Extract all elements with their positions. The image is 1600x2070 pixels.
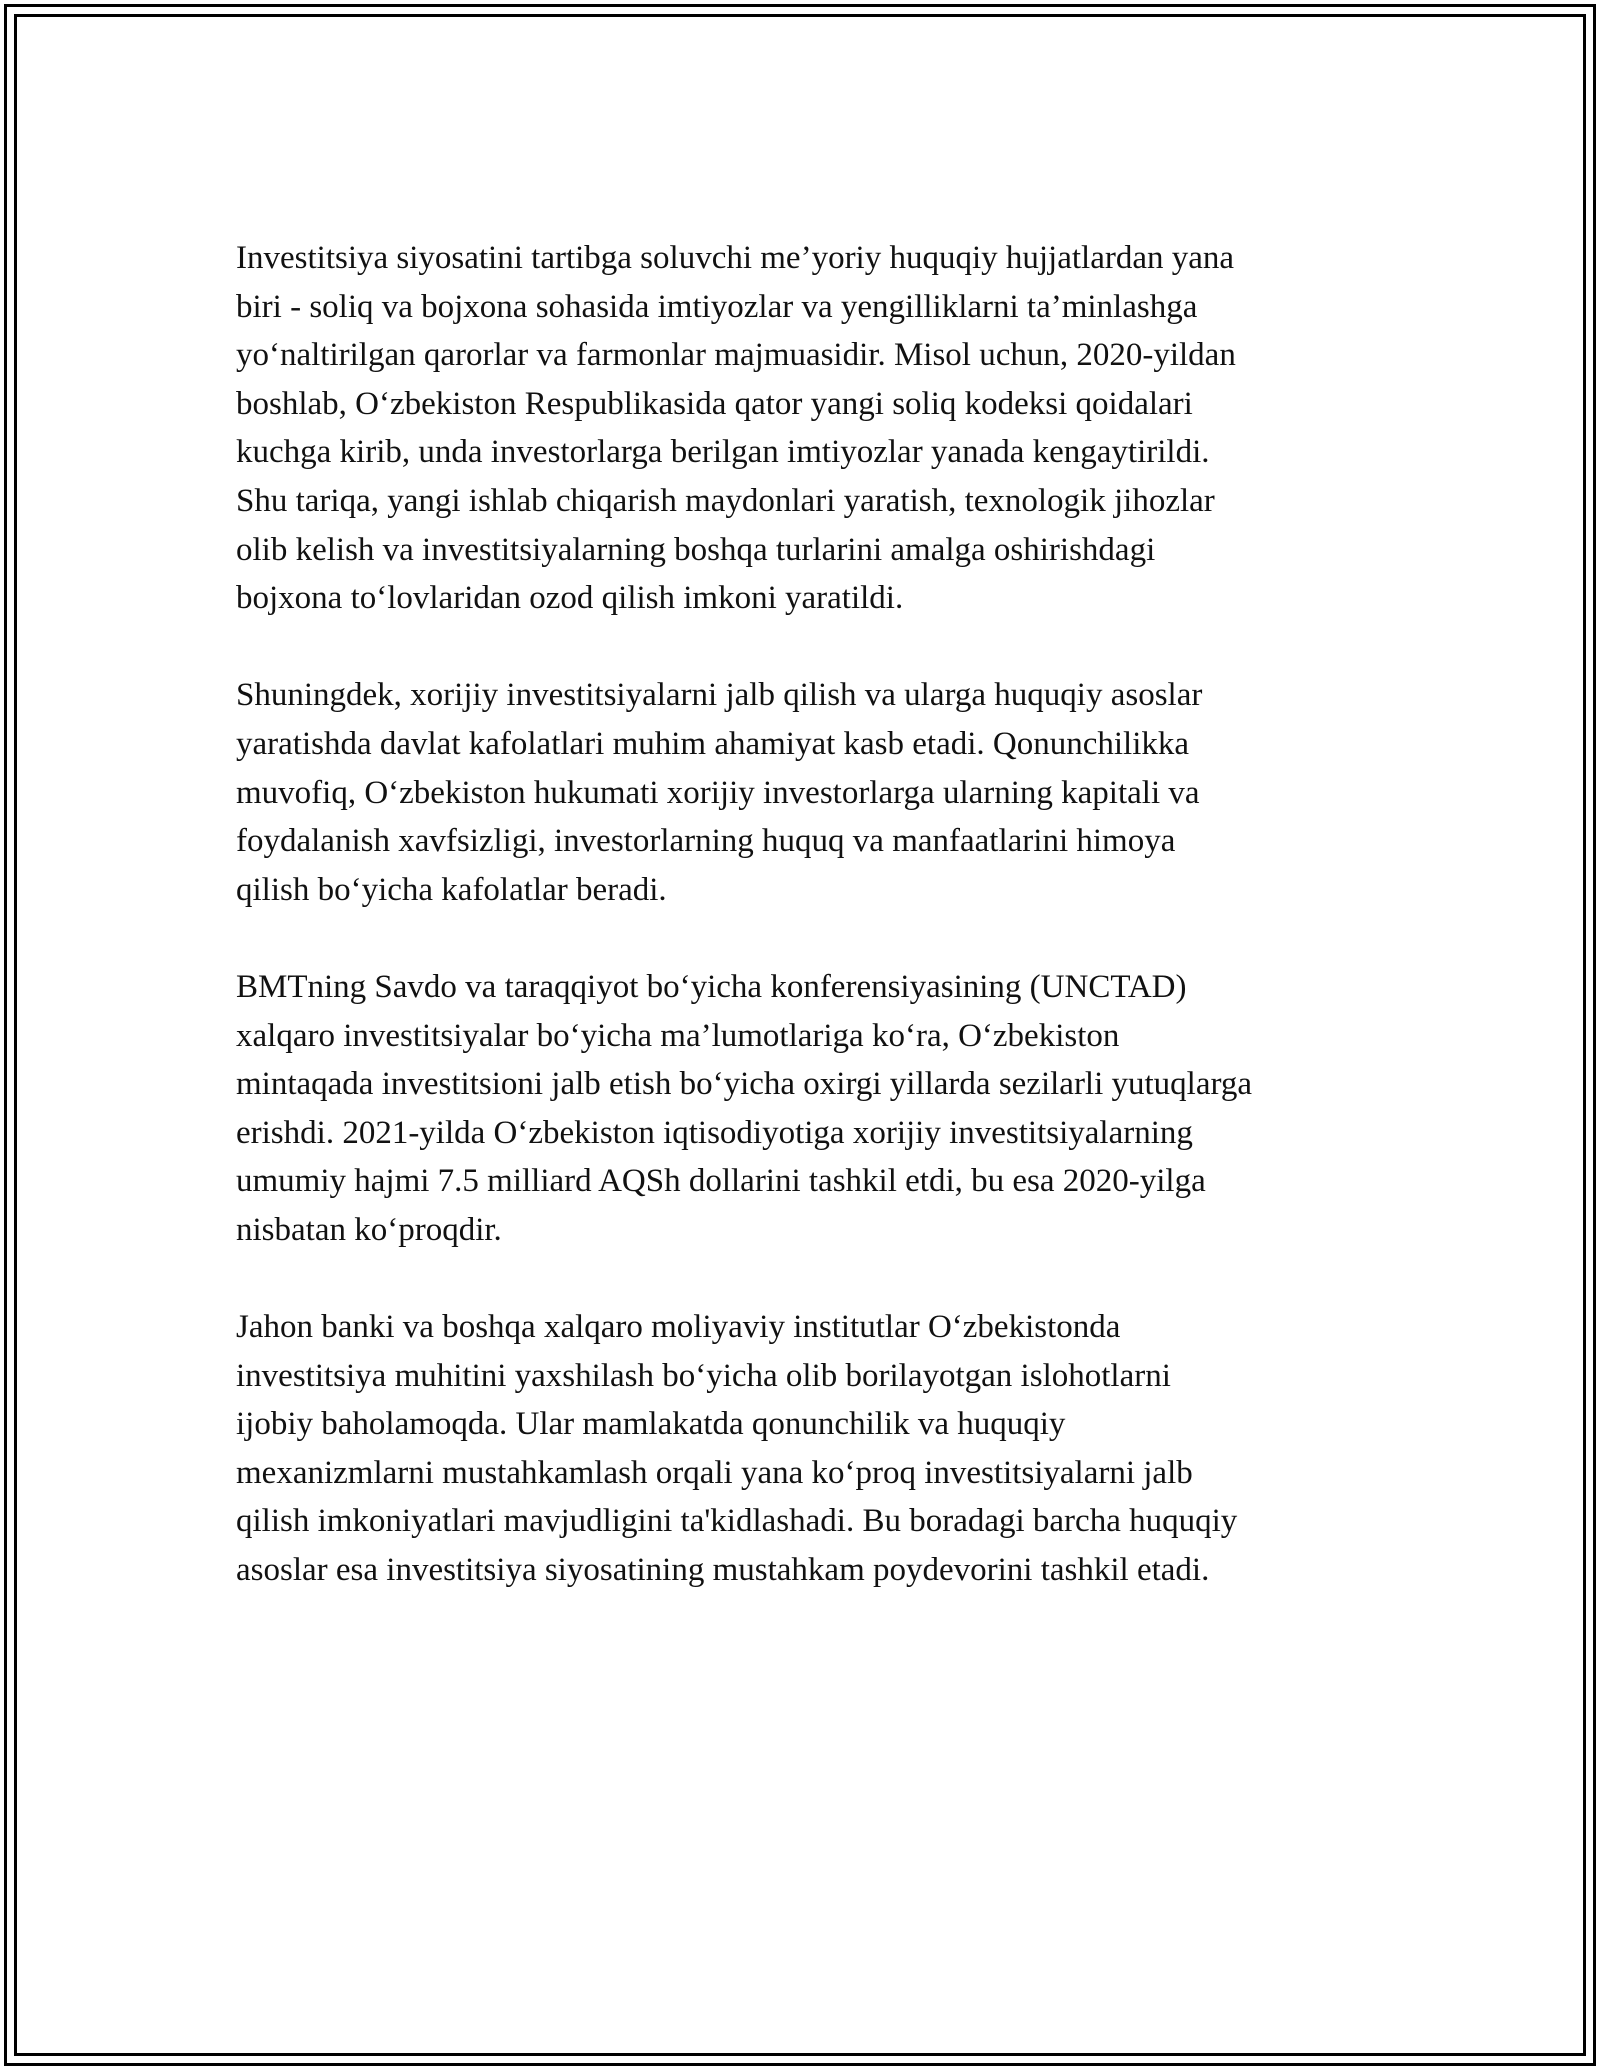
paragraph-world-bank-assessment: Jahon banki va boshqa xalqaro moliyaviy institutlar O‘zbekistonda investitsiya muhitini yaxshilash bo‘yicha olib borilayotgan islohotlarni ijobiy baholamoqda. Ular mamlakatda qonunchilik va huquqiy mexanizmlarni mustahkamlash orqali yana ko‘proq investitsiyalarni jalb qilish imkoniyatlari mavjudligini ta'kidlashadi. Bu boradagi barcha huquqiy asoslar esa investitsiya siyosatining mustahkam poydevorini tashkil etadi.: [236, 1309, 1238, 1589]
document-body: [236, 234, 1386, 1643]
paragraph-tax-customs-incentives: Investitsiya siyosatini tartibga soluvchi me’yoriy huquqiy hujjatlardan yana biri - soliq va bojxona sohasida imtiyozlar va yengilliklarni ta’minlashga yo‘naltirilgan qarorlar va farmonlar majmuasidir. Misol uchun, 2020-yildan boshlab, O‘zbekiston Respublikasida qator yangi soliq kodeksi qoidalari kuchga kirib, unda investorlarga berilgan imtiyozlar yanada kengaytirildi. Shu tariqa, yangi ishlab chiqarish maydonlari yaratish, texnologik jihozlar olib kelish va investitsiyalarning boshqa turlarini amalga oshirishdagi bojxona to‘lovlaridan ozod qilish imkoni yaratildi.: [236, 240, 1236, 617]
paragraph-state-guarantees: Shuningdek, xorijiy investitsiyalarni jalb qilish va ularga huquqiy asoslar yaratishda davlat kafolatlari muhim ahamiyat kasb etadi. Qonunchilikka muvofiq, O‘zbekiston hukumati xorijiy investorlarga ularning kapitali va foydalanish xavfsizligi, investorlarning huquq va manfaatlarini himoya qilish bo‘yicha kafolatlar beradi.: [236, 677, 1203, 908]
paragraph-unctad-data: BMTning Savdo va taraqqiyot bo‘yicha konferensiyasining (UNCTAD) xalqaro investitsiyalar bo‘yicha ma’lumotlariga ko‘ra, O‘zbekiston mintaqada investitsioni jalb etish bo‘yicha oxirgi yillarda sezilarli yutuqlarga erishdi. 2021-yilda O‘zbekiston iqtisodiyotiga xorijiy investitsiyalarning umumiy hajmi 7.5 milliard AQSh dollarini tashkil etdi, bu esa 2020-yilga nisbatan ko‘proqdir.: [236, 968, 1253, 1248]
